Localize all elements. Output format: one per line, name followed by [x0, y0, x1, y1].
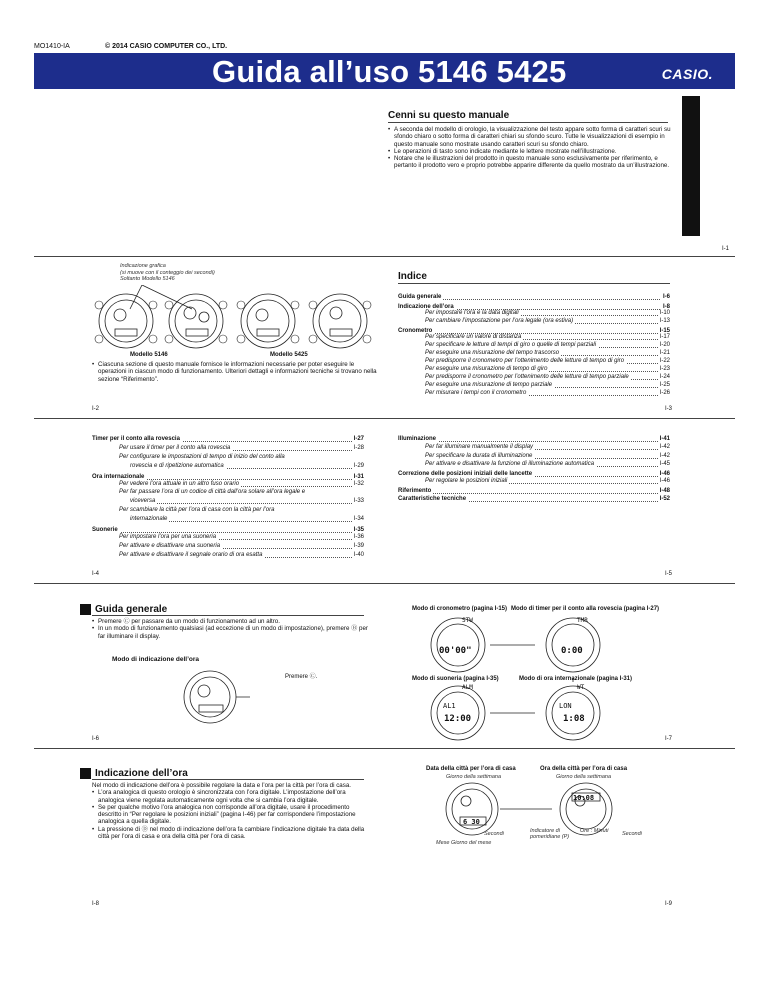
- toc-page: I-6: [662, 294, 670, 300]
- weekday-label: Giorno della settimana: [446, 774, 502, 780]
- timekeeping-bullet: • Se per qualche motivo l’ora analogica non corrisponde all’ora digitale, usare il procedimento descritto in “Per regolare le posizioni iniziali” (pagina I-46) per far corrispondere l’impostazione analogica a quella digitale.: [92, 804, 372, 826]
- toc-row: [119, 481, 364, 488]
- toc-page: I-27: [353, 436, 364, 442]
- model-watches-illustration: [92, 285, 382, 353]
- toc-row: [425, 310, 670, 317]
- toc-page: I-46: [659, 471, 670, 478]
- toc-label: Per eseguire una misurazione di tempo parziale: [425, 382, 553, 388]
- page-number: I-2: [92, 406, 100, 412]
- page-number: I-1: [722, 246, 730, 252]
- toc-page: I-13: [659, 318, 670, 324]
- toc-page: I-31: [353, 473, 364, 480]
- seconds-label-2: Secondi: [622, 831, 642, 837]
- page-number: I-6: [92, 736, 100, 742]
- page-separator: [34, 583, 735, 584]
- copyright: © 2014 CASIO COMPUTER CO., LTD.: [105, 43, 228, 50]
- toc-leader: [92, 527, 364, 533]
- toc-label: Suonerie: [92, 527, 118, 533]
- toc-page: I-36: [353, 533, 364, 540]
- model-5146-label: Modello 5146: [130, 352, 168, 358]
- press-c-label: Premere Ⓒ.: [285, 674, 318, 680]
- toc-page: I-22: [659, 358, 670, 364]
- home-date-display: 6 30: [463, 818, 480, 826]
- toc-page: I-52: [659, 496, 670, 503]
- annotation-line: Soltanto Modello 5146: [120, 276, 175, 282]
- toc-page: I-39: [353, 542, 364, 549]
- page-number: I-9: [665, 901, 673, 907]
- toc-page: I-35: [353, 527, 364, 533]
- toc-label: Per far passare l’ora di un codice di città dall’ora solare all’ora legale e: [119, 489, 306, 496]
- index-list: [398, 294, 670, 404]
- toc-label: Ora internazionale: [92, 473, 145, 480]
- tmr-top-text: TMR: [577, 617, 588, 624]
- alm-top-text: ALM: [462, 684, 473, 691]
- hour-minute-label: Ore : Minuti: [580, 828, 609, 834]
- toc-row: [119, 489, 364, 496]
- general-rule: [92, 615, 364, 616]
- toc-page: I-26: [659, 390, 670, 396]
- toc-label: Indicazione dell’ora: [398, 304, 454, 310]
- title-bar: [34, 53, 735, 89]
- toc-list-4: [92, 436, 364, 566]
- toc-row: [130, 463, 364, 470]
- seconds-label: Secondi: [484, 831, 504, 837]
- toc-row: [425, 334, 670, 341]
- toc-label: viceversa: [130, 498, 156, 505]
- toc-row: [398, 488, 670, 495]
- home-date-label: Data della città per l’ora di casa: [426, 766, 516, 772]
- tmr-main-text: 0:00: [561, 646, 583, 656]
- toc-label: Per impostare l’ora per una suoneria: [119, 533, 217, 540]
- toc-label: Per attivare e disattivare una suoneria: [119, 542, 221, 549]
- timekeeping-bullet: • La pressione di Ⓓ nel modo di indicazione dell’ora fa cambiare l’indicazione digitale fra data della città per l’ora di casa e ora della città per l’ora di casa.: [92, 826, 372, 841]
- page-title: Guida all’uso 5146 5425: [212, 54, 567, 89]
- toc-page: I-41: [659, 436, 670, 442]
- timekeeping-watch: [170, 667, 250, 727]
- page-separator: [34, 748, 735, 749]
- toc-label: Illuminazione: [398, 436, 437, 442]
- toc-page: I-29: [353, 462, 364, 469]
- timekeeping-rule: [92, 779, 364, 780]
- about-bullet: • Le operazioni di tasto sono indicate mediante le lettere mostrate nell’illustrazione.: [388, 148, 678, 155]
- about-rule: [388, 122, 668, 123]
- timekeeping-intro: Nel modo di indicazione dell’ora è possibile regolare la data e l’ora per la città per l’ora di casa.: [92, 782, 351, 789]
- section-square-icon: [80, 768, 91, 779]
- home-time-label: Ora della città per l’ora di casa: [540, 766, 628, 772]
- timer-mode-text: Modo di timer per il conto alla rovescia (pagina I-27): [511, 606, 660, 612]
- toc-label: Per usare il timer per il conto alla rovescia: [119, 444, 231, 451]
- toc-page: I-45: [659, 460, 670, 467]
- toc-label: Per specificare la durata di illuminazione: [425, 452, 533, 459]
- page-number: I-8: [92, 901, 100, 907]
- toc-leader: [130, 498, 364, 504]
- toc-row: [425, 342, 670, 349]
- alm-sub-text: AL1: [443, 702, 456, 710]
- toc-leader: [398, 488, 670, 494]
- page-number: I-5: [665, 571, 673, 577]
- stw-main-text: 00'00": [439, 646, 472, 656]
- general-bullet: • Premere Ⓒ per passare da un modo di funzionamento ad un altro.: [92, 618, 372, 625]
- toc-row: [398, 436, 670, 443]
- toc-label: rovescia e di ripetizione automatica: [130, 462, 224, 469]
- graphic-annotation: [120, 263, 215, 283]
- index-tab: [682, 96, 700, 236]
- toc-label: Per eseguire una misurazione del tempo trascorso: [425, 350, 560, 356]
- toc-page: I-48: [659, 487, 670, 494]
- page-number: I-4: [92, 571, 100, 577]
- index-rule: [398, 283, 670, 284]
- page-number: I-3: [665, 406, 673, 412]
- toc-list-5: [398, 436, 670, 516]
- toc-label: internazionale: [130, 516, 168, 523]
- toc-page: I-32: [353, 480, 364, 487]
- toc-row: [425, 453, 670, 460]
- toc-row: [119, 534, 364, 541]
- toc-row: [425, 318, 670, 325]
- toc-page: I-23: [659, 366, 670, 372]
- home-time-display: 10:08: [573, 794, 595, 802]
- toc-leader: [398, 436, 670, 442]
- toc-row: [119, 454, 364, 461]
- toc-label: Cronometro: [398, 328, 433, 334]
- toc-page: I-15: [659, 328, 670, 334]
- toc-page: I-20: [659, 342, 670, 348]
- page-separator: [34, 418, 735, 419]
- toc-row: [425, 374, 670, 381]
- stw-top-text: STW: [462, 617, 473, 624]
- toc-row: [425, 390, 670, 397]
- toc-page: I-17: [659, 334, 670, 340]
- toc-row: [425, 358, 670, 365]
- toc-label: Riferimento: [398, 487, 432, 494]
- toc-row: [425, 366, 670, 373]
- toc-label: Caratteristiche tecniche: [398, 496, 467, 503]
- toc-row: [425, 382, 670, 389]
- wt-main-text: 1:08: [563, 714, 585, 724]
- general-title: Guida generale: [95, 604, 168, 615]
- toc-label: Per far illuminare manualmente il display: [425, 444, 534, 451]
- toc-row: [92, 436, 364, 443]
- toc-page: I-40: [353, 551, 364, 558]
- stopwatch-mode-text: Modo di cronometro (pagina I-15): [412, 606, 508, 612]
- toc-label: Per misurare i tempi con il cronometro: [425, 390, 527, 396]
- toc-label: Timer per il conto alla rovescia: [92, 436, 180, 442]
- toc-page: I-21: [659, 350, 670, 356]
- doc-code: MO1410-IA: [34, 43, 70, 50]
- toc-row: [119, 507, 364, 514]
- toc-label: Per regolare le posizioni iniziali: [425, 477, 508, 484]
- worldtime-mode-text: Modo di ora internazionale (pagina I-31): [519, 676, 633, 682]
- toc-page: I-10: [659, 310, 670, 316]
- about-bullet: • A seconda del modello di orologio, la visualizzazione del testo appare sotto forma di caratteri scuri su sfondo chiaro o sotto forma di caratteri chiari su sfondo scuro. Tutte le visualizzazioni di esempio in questo manuale sono mostrate usando caratteri scuri su sfondo chiaro.: [388, 126, 678, 148]
- toc-page: I-8: [662, 304, 670, 310]
- toc-row: [398, 496, 670, 503]
- toc-row: [119, 445, 364, 452]
- toc-page: I-25: [659, 382, 670, 388]
- toc-label: Per vedere l’ora attuale in un altro fuso orario: [119, 480, 240, 487]
- toc-page: I-42: [659, 452, 670, 459]
- page-number: I-7: [665, 736, 673, 742]
- timekeeping-title: Indicazione dell’ora: [95, 768, 188, 779]
- casio-logo: CASIO.: [661, 66, 713, 82]
- toc-label: Per attivare e disattivare la funzione di illuminazione automatica: [425, 460, 595, 467]
- about-title: Cenni su questo manuale: [388, 110, 510, 121]
- toc-label: Per cambiare l’impostazione per l’ora legale (ora estiva): [425, 318, 574, 324]
- pm-indicator-label: Indicatore di pomeridiane (P): [530, 828, 570, 840]
- toc-page: I-33: [353, 498, 364, 505]
- toc-page: I-42: [659, 444, 670, 451]
- general-text: [92, 618, 372, 640]
- toc-row: [130, 516, 364, 523]
- toc-row: [425, 350, 670, 357]
- toc-label: Per impostare l’ora e la data digitali: [425, 310, 519, 316]
- toc-label: Per configurare le impostazioni di tempo di inizio del conto alla: [119, 453, 285, 460]
- page-separator: [34, 256, 735, 257]
- toc-label: Correzione delle posizioni iniziali delle lancette: [398, 471, 533, 478]
- toc-row: [425, 461, 670, 468]
- timekeeping-text: [92, 782, 372, 840]
- toc-label: Per eseguire una misurazione di tempo di giro: [425, 366, 548, 372]
- toc-row: [398, 294, 670, 301]
- wt-top-text: WT: [577, 684, 585, 691]
- models-bullet: • Ciascuna sezione di questo manuale fornisce le informazioni necessarie per poter eseguire le operazioni in ciascun modo di funzionamento. Ulteriori dettagli e informazioni tecniche si trovano nella sezione “Riferimento”.: [92, 361, 382, 383]
- toc-page: I-24: [659, 374, 670, 380]
- toc-row: [119, 543, 364, 550]
- alm-main-text: 12:00: [444, 714, 472, 724]
- model-5425-label: Modello 5425: [270, 352, 308, 358]
- annotation-line: (si muove con il conteggio dei secondi): [120, 269, 215, 276]
- toc-page: I-46: [659, 477, 670, 484]
- toc-label: Per predisporre il cronometro per l’ottenimento delle letture di tempo di giro: [425, 358, 625, 364]
- section-square-icon: [80, 604, 91, 615]
- toc-row: [119, 552, 364, 559]
- toc-page: I-34: [353, 516, 364, 523]
- wt-sub-text: LON: [559, 702, 572, 710]
- index-title: Indice: [398, 271, 427, 282]
- about-text: [388, 126, 678, 170]
- toc-label: Per specificare le letture di tempi di giro o quelle di tempi parziali: [425, 342, 597, 348]
- toc-row: [130, 498, 364, 505]
- alarm-mode-text: Modo di suoneria (pagina I-35): [412, 676, 499, 682]
- timekeeping-bullet: • L’ora analogica di questo orologio è sincronizzata con l’ora digitale. L’impostazione dell’ora analogica viene regolata automaticamente ogni volta che si cambia l’ora digitale.: [92, 789, 372, 804]
- toc-label: Per predisporre il cronometro per l’ottenimento delle letture di tempo parziale: [425, 374, 629, 380]
- weekday-label-2: Giorno della settimana: [556, 774, 612, 780]
- models-text: [92, 361, 382, 383]
- toc-label: Per specificare un valore di distanza: [425, 334, 522, 340]
- toc-row: [425, 444, 670, 451]
- timekeeping-mode-label: Modo di indicazione dell’ora: [112, 656, 200, 663]
- annotation-line: Indicazione grafica: [120, 263, 166, 269]
- toc-label: Per attivare e disattivare il segnale orario di ora esatta: [119, 551, 263, 558]
- toc-label: Per scambiare la città per l’ora di casa con la città per l’ora: [119, 507, 275, 514]
- toc-page: I-28: [353, 444, 364, 451]
- mode-watches-illustration: [395, 612, 655, 742]
- month-day-label: Mese Giorno del mese: [436, 840, 492, 846]
- toc-label: Guida generale: [398, 294, 442, 300]
- general-bullet: • In un modo di funzionamento qualsiasi (ad eccezione di un modo di impostazione), premere Ⓑ per far illuminare il display.: [92, 625, 372, 640]
- about-bullet: • Notare che le illustrazioni del prodotto in questo manuale sono esclusivamente per riferimento, e pertanto il prodotto vero e proprio potrebbe apparire differente da quello mostrato da un’illustrazione.: [388, 155, 678, 170]
- toc-row: [425, 478, 670, 485]
